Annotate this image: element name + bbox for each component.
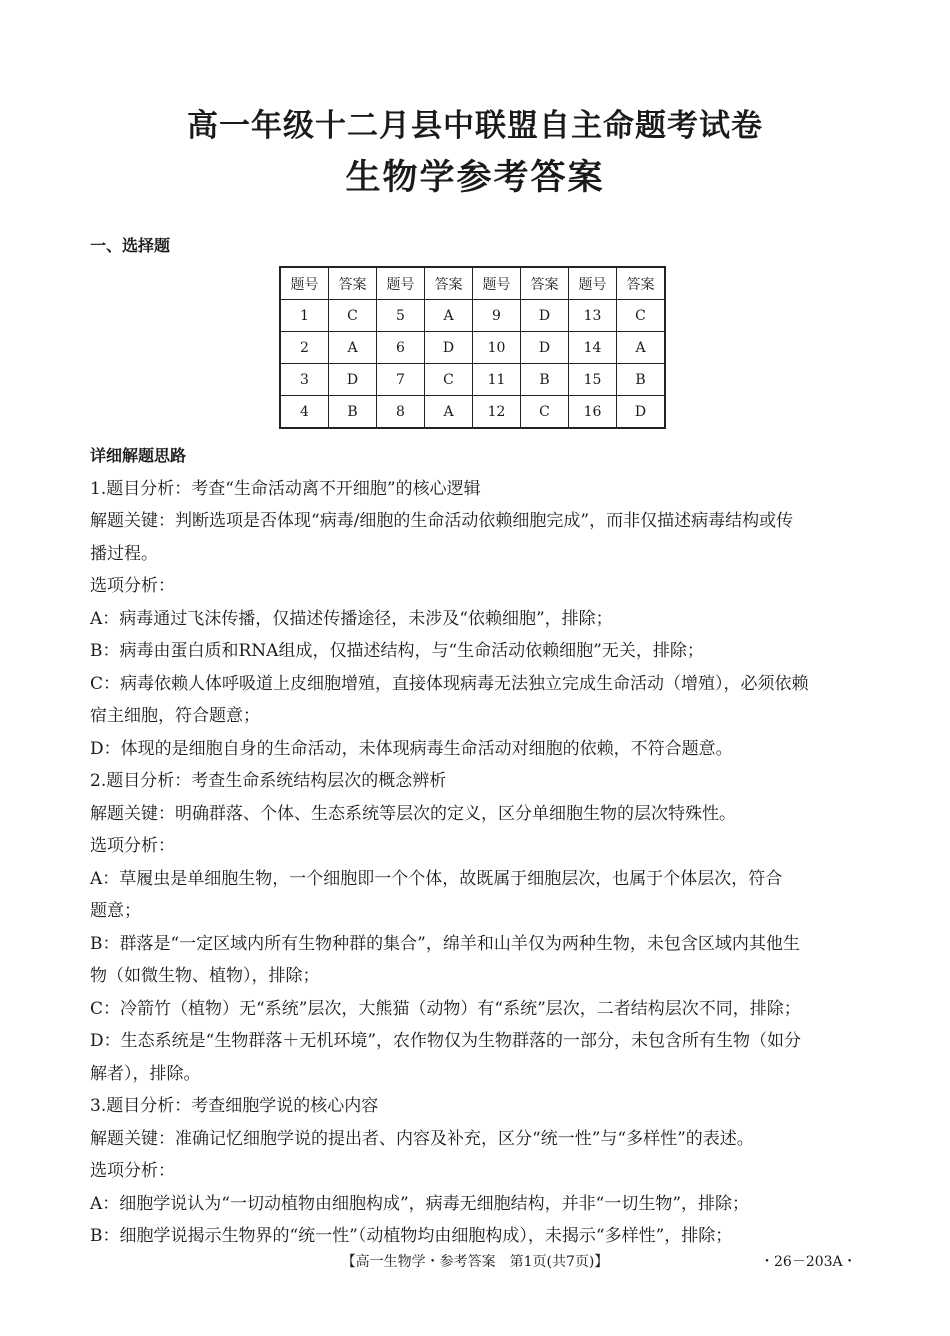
table-row bbox=[280, 396, 665, 429]
table-cell: 答案 bbox=[329, 267, 377, 300]
table-cell: B bbox=[329, 396, 377, 429]
exam-title: 高一年级十二月县中联盟自主命题考试卷 bbox=[187, 108, 763, 144]
table-cell: A bbox=[617, 332, 666, 364]
text-line: B：细胞学说揭示生物界的“统一性”（动植物均由细胞构成），未揭示“多样性”，排除； bbox=[90, 1226, 733, 1246]
table-cell: A bbox=[329, 332, 377, 364]
table-cell: 题号 bbox=[280, 267, 329, 300]
text-line: D：生态系统是“生物群落＋无机环境”，农作物仅为生物群落的一部分，未包含所有生物（如分 bbox=[90, 1031, 802, 1051]
footer-page-info: 【高一生物学・参考答案 第1页(共7页)】 bbox=[341, 1254, 609, 1270]
text-line: 物（如微生物、植物），排除； bbox=[90, 966, 320, 986]
table-cell: 10 bbox=[473, 332, 521, 364]
text-line: 解者），排除。 bbox=[90, 1063, 201, 1084]
table-row bbox=[280, 364, 665, 396]
table-cell: 15 bbox=[569, 364, 617, 396]
text-line: D：体现的是细胞自身的生命活动，未体现病毒生命活动对细胞的依赖，不符合题意。 bbox=[90, 738, 733, 759]
table-cell: 16 bbox=[569, 396, 617, 429]
table-cell: 9 bbox=[473, 300, 521, 332]
text-line: 1.题目分析：考查“生命活动离不开细胞”的核心逻辑 bbox=[90, 478, 481, 499]
table-cell: D bbox=[617, 396, 666, 429]
text-line: 解题关键：准确记忆细胞学说的提出者、内容及补充，区分“统一性”与“多样性”的表述。 bbox=[90, 1128, 754, 1149]
table-cell: 题号 bbox=[377, 267, 425, 300]
table-cell: C bbox=[425, 364, 473, 396]
table-cell: B bbox=[521, 364, 569, 396]
text-line: 宿主细胞，符合题意； bbox=[90, 706, 260, 726]
table-row bbox=[280, 332, 665, 364]
table-cell: 6 bbox=[377, 332, 425, 364]
table-cell: 7 bbox=[377, 364, 425, 396]
table-cell: 4 bbox=[280, 396, 329, 429]
table-cell: 2 bbox=[280, 332, 329, 364]
table-cell: 答案 bbox=[617, 267, 666, 300]
table-header-row bbox=[280, 267, 665, 300]
table-cell: 答案 bbox=[425, 267, 473, 300]
table-cell: 1 bbox=[280, 300, 329, 332]
table-cell: B bbox=[617, 364, 666, 396]
table-cell: 答案 bbox=[521, 267, 569, 300]
table-cell: 14 bbox=[569, 332, 617, 364]
text-line: A：病毒通过飞沫传播，仅描述传播途径，未涉及“依赖细胞”，排除； bbox=[90, 608, 613, 629]
answer-key-title: 生物学参考答案 bbox=[345, 158, 605, 198]
table-cell: D bbox=[521, 300, 569, 332]
text-line: 解题关键：判断选项是否体现“病毒/细胞的生命活动依赖细胞完成”，而非仅描述病毒结构或传 bbox=[90, 511, 794, 531]
text-line: 题意； bbox=[90, 901, 141, 921]
table-cell: A bbox=[425, 396, 473, 429]
text-line: A：细胞学说认为“一切动植物由细胞构成”，病毒无细胞结构，并非“一切生物”，排除； bbox=[90, 1193, 750, 1214]
explanation-body bbox=[90, 440, 865, 1253]
text-line: A：草履虫是单细胞生物，一个细胞即一个个体，故既属于细胞层次，也属于个体层次，符合 bbox=[90, 868, 783, 889]
text-line: B：病毒由蛋白质和RNA组成，仅描述结构，与“生命活动依赖细胞”无关，排除； bbox=[90, 641, 704, 661]
section-heading: 一、选择题 bbox=[90, 236, 171, 255]
table-cell: C bbox=[521, 396, 569, 429]
table-cell: D bbox=[329, 364, 377, 396]
footer-code: ・26－203A・ bbox=[760, 1254, 857, 1270]
text-line: C：病毒依赖人体呼吸道上皮细胞增殖，直接体现病毒无法独立完成生命活动（增殖），必须依赖 bbox=[90, 673, 809, 694]
table-cell: 13 bbox=[569, 300, 617, 332]
table-cell: 11 bbox=[473, 364, 521, 396]
text-line: 2.题目分析：考查生命系统结构层次的概念辨析 bbox=[90, 771, 447, 791]
table-cell: 8 bbox=[377, 396, 425, 429]
detail-heading: 详细解题思路 bbox=[90, 446, 187, 465]
table-cell: C bbox=[617, 300, 666, 332]
table-cell: 5 bbox=[377, 300, 425, 332]
text-line: 选项分析： bbox=[90, 836, 175, 856]
text-line: 解题关键：明确群落、个体、生态系统等层次的定义，区分单细胞生物的层次特殊性。 bbox=[90, 803, 736, 824]
table-cell: 题号 bbox=[473, 267, 521, 300]
text-line: C：冷箭竹（植物）无“系统”层次，大熊猫（动物）有“系统”层次，二者结构层次不同，排除； bbox=[90, 998, 801, 1019]
table-cell: D bbox=[425, 332, 473, 364]
text-line: 播过程。 bbox=[90, 543, 158, 564]
table-cell: 12 bbox=[473, 396, 521, 429]
table-cell: C bbox=[329, 300, 377, 332]
text-line: 选项分析： bbox=[90, 576, 175, 596]
table-cell: 3 bbox=[280, 364, 329, 396]
table-cell: D bbox=[521, 332, 569, 364]
text-line: B：群落是“一定区域内所有生物种群的集合”，绵羊和山羊仅为两种生物，未包含区域内其他生 bbox=[90, 933, 800, 954]
text-line: 3.题目分析：考查细胞学说的核心内容 bbox=[90, 1096, 379, 1116]
table-cell: 题号 bbox=[569, 267, 617, 300]
text-line: 选项分析： bbox=[90, 1161, 175, 1181]
table-cell: A bbox=[425, 300, 473, 332]
table-row bbox=[280, 300, 665, 332]
answer-table bbox=[279, 266, 666, 429]
